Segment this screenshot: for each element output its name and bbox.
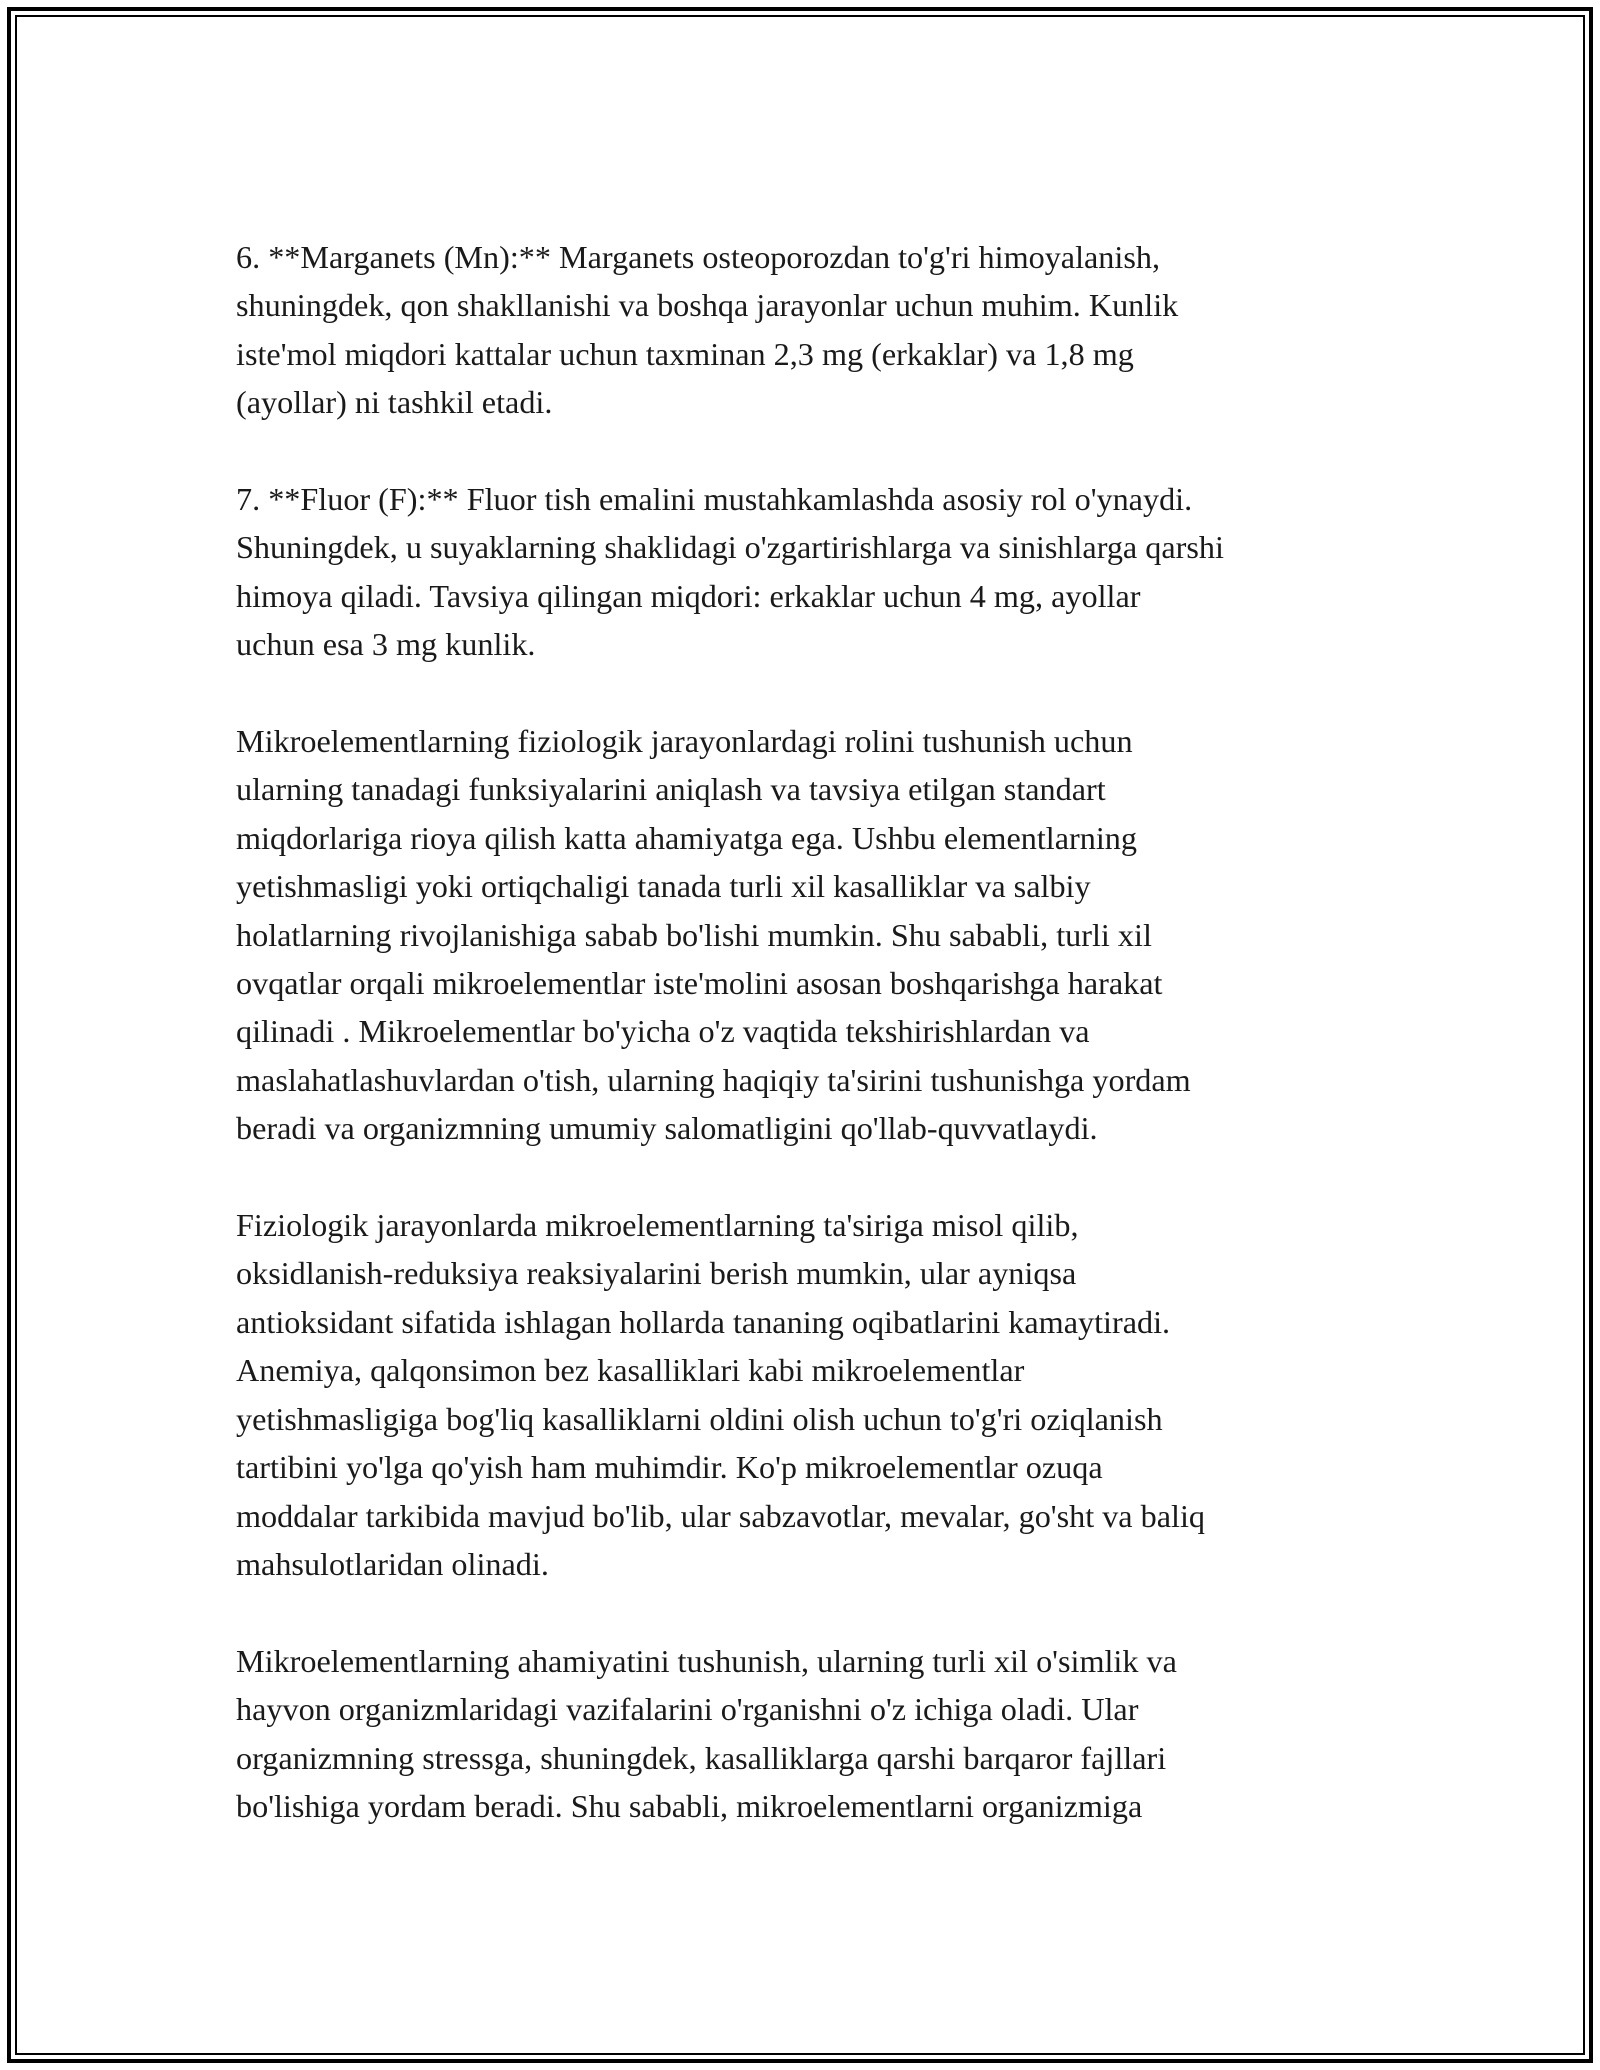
text-line: organizmning stressga, shuningdek, kasalliklarga qarshi barqaror fajllari (236, 1739, 1167, 1776)
text-line: qilinadi . Mikroelementlar bo'yicha o'z vaqtida tekshirishlardan va (236, 1013, 1090, 1050)
text-line: ularning tanadagi funksiyalarini aniqlash va tavsiya etilgan standart (236, 771, 1106, 808)
text-line: hayvon organizmlaridagi vazifalarini o'rganishni o'z ichiga oladi. Ular (236, 1691, 1139, 1728)
text-line: miqdorlariga rioya qilish katta ahamiyatga ega. Ushbu elementlarning (236, 819, 1137, 856)
paragraph-importance (236, 1637, 1376, 1831)
text-line: 7. **Fluor (F):** Fluor tish emalini mustahkamlashda asosiy rol o'ynaydi. (236, 481, 1193, 518)
text-line: bo'lishiga yordam beradi. Shu sababli, mikroelementlarni organizmiga (236, 1787, 1143, 1824)
text-line: Shuningdek, u suyaklarning shaklidagi o'zgartirishlarga va sinishlarga qarshi (236, 529, 1224, 566)
text-line: yetishmasligi yoki ortiqchaligi tanada turli xil kasalliklar va salbiy (236, 868, 1091, 905)
text-line: himoya qiladi. Tavsiya qilingan miqdori: erkaklar uchun 4 mg, ayollar (236, 577, 1141, 614)
text-line: iste'mol miqdori kattalar uchun taxminan 2,3 mg (erkaklar) va 1,8 mg (236, 335, 1134, 372)
text-line: oksidlanish-reduksiya reaksiyalarini berish mumkin, ular ayniqsa (236, 1255, 1077, 1292)
text-line: Fiziologik jarayonlarda mikroelementlarning ta'siriga misol qilib, (236, 1207, 1079, 1244)
text-line: maslahatlashuvlardan o'tish, ularning haqiqiy ta'sirini tushunishga yordam (236, 1061, 1191, 1098)
text-line: antioksidant sifatida ishlagan hollarda tananing oqibatlarini kamaytiradi. (236, 1303, 1171, 1340)
text-line: 6. **Marganets (Mn):** Marganets osteoporozdan to'g'ri himoyalanish, (236, 239, 1161, 275)
text-line: moddalar tarkibida mavjud bo'lib, ular sabzavotlar, mevalar, go'sht va baliq (236, 1497, 1205, 1534)
text-line: yetishmasligiga bog'liq kasalliklarni oldini olish uchun to'g'ri oziqlanish (236, 1400, 1163, 1437)
text-line: shuningdek, qon shakllanishi va boshqa jarayonlar uchun muhim. Kunlik (236, 287, 1179, 324)
text-line: (ayollar) ni tashkil etadi. (236, 384, 553, 421)
text-line: Mikroelementlarning ahamiyatini tushunish, ularning turli xil o'simlik va (236, 1642, 1177, 1679)
text-line: holatlarning rivojlanishiga sabab bo'lishi mumkin. Shu sababli, turli xil (236, 916, 1152, 953)
text-line: Anemiya, qalqonsimon bez kasalliklari kabi mikroelementlar (236, 1352, 1025, 1389)
paragraph-fluorine (236, 475, 1376, 669)
text-line: tartibini yo'lga qo'yish ham muhimdir. Ko'p mikroelementlar ozuqa (236, 1449, 1103, 1486)
text-line: mahsulotlaridan olinadi. (236, 1545, 549, 1582)
text-line: ovqatlar orqali mikroelementlar iste'molini asosan boshqarishga harakat (236, 965, 1163, 1002)
text-line: uchun esa 3 mg kunlik. (236, 626, 536, 663)
paragraph-manganese (236, 233, 1376, 427)
paragraph-physiological-role (236, 717, 1376, 1153)
text-line: beradi va organizmning umumiy salomatligini qo'llab-quvvatlaydi. (236, 1110, 1098, 1147)
text-line: Mikroelementlarning fiziologik jarayonlardagi rolini tushunish uchun (236, 723, 1133, 760)
paragraph-oxidation-example (236, 1201, 1376, 1588)
document-body (236, 233, 1376, 1879)
